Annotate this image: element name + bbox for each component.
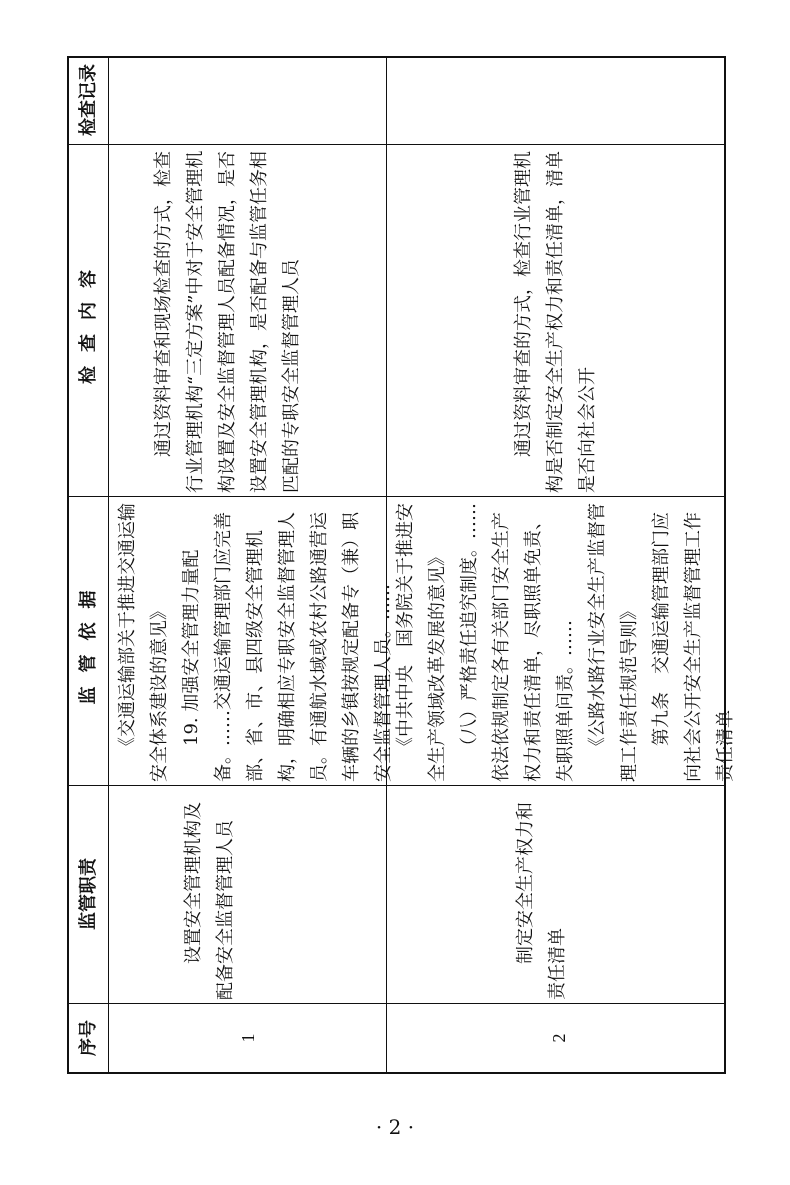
table-rule xyxy=(67,785,726,786)
header-basis: 监管依据 xyxy=(78,576,99,705)
page-number: · 2 · xyxy=(375,1115,415,1139)
table-rule xyxy=(67,144,726,145)
row-1-basis: 《交通运输部关于推进交通运输安全体系建设的意见》 19. 加强安全管理力量配备。……交通运输管理部门应完善部、省、市、县四级安全管理机构，明确相应专职安全监督管理人员。有通航水域或农村公路通营运车辆的乡镇按规定配备专（兼）职安全监督管理人员。…… xyxy=(117,503,394,782)
row-2-basis: 《中共中央 国务院关于推进安全生产领域改革发展的意见》 （八）严格责任追究制度。……依法依规制定各有关部门安全生产权力和责任清单，尽职照单免责、失职照单问责。…… 《公路水路行业安全生产监督管理工作责任规范导则》 第九条 交通运输管理部门应向社会公开安全生产监督管理工作责任清单 xyxy=(395,503,736,782)
row-2-seq: 2 xyxy=(549,1033,569,1043)
row-1-duty: 设置安全管理机构及配备安全监督管理人员 xyxy=(183,802,236,1000)
table-rule xyxy=(108,56,109,1074)
row-1-seq: 1 xyxy=(238,1033,258,1043)
header-duty: 监管职责 xyxy=(78,858,99,930)
table-rule xyxy=(67,496,726,497)
header-record: 检查记录 xyxy=(78,64,99,136)
header-content: 检查内容 xyxy=(78,256,99,384)
row-2-content: 通过资料审查的方式，检查行业管理机构是否制定安全生产权力和责任清单，清单是否向社会公开 xyxy=(513,151,598,493)
table-rule xyxy=(67,1003,726,1004)
row-1-content: 通过资料审查和现场检查的方式，检查行业管理机构“三定方案”中对于安全管理机构设置及安全监督管理人员配备情况，是否设置安全管理机构，是否配备与监管任务相匹配的专职安全监督管理人员 xyxy=(153,150,302,493)
header-seq: 序号 xyxy=(78,1020,99,1056)
row-2-duty: 制定安全生产权力和责任清单 xyxy=(515,802,568,1000)
